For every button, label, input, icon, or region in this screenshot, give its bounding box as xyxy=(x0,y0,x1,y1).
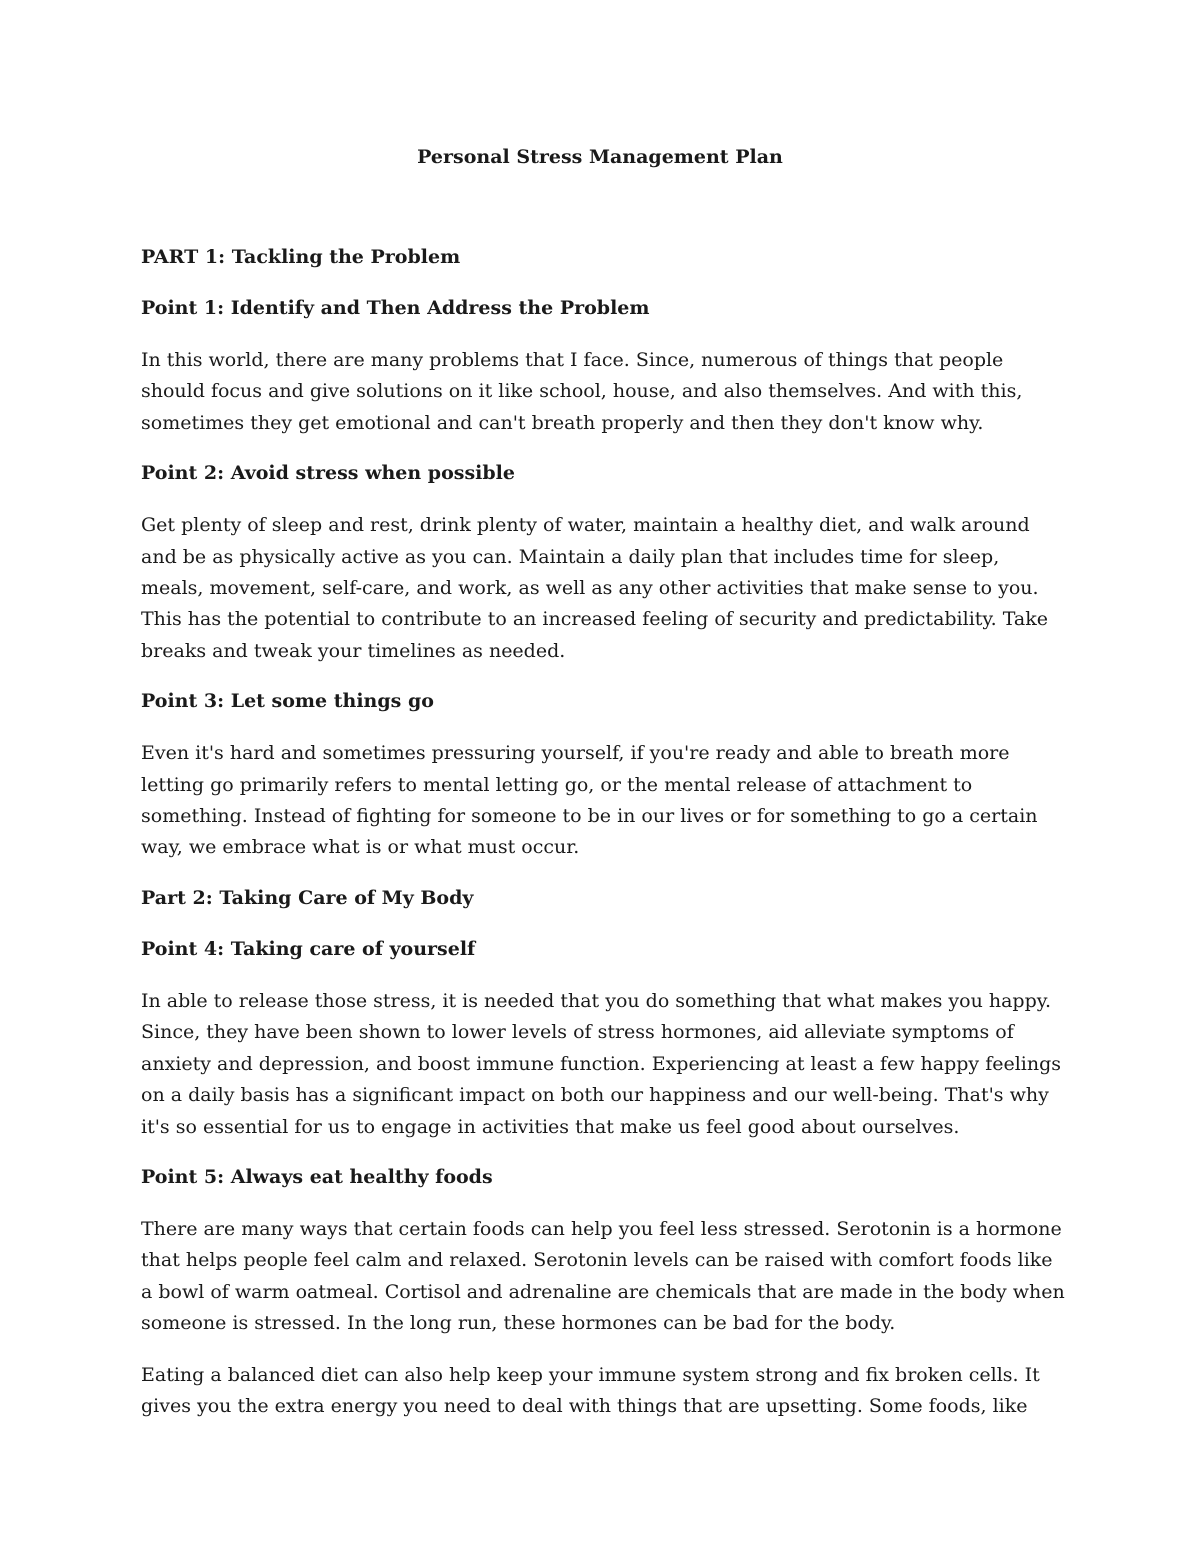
point2-paragraph: Get plenty of sleep and rest, drink plenty of water, maintain a healthy diet, and walk around and be as physically active as you can. Maintain a daily plan that includes time for sleep, meals, movement, self-care, and work, as well as any other activities that make sense to you. This has the potential to contribute to an increased feeling of security and predictability. Take breaks and tweak your timelines as needed. xyxy=(141,514,1048,662)
point5-paragraph-continued: Eating a balanced diet can also help keep your immune system strong and fix broken cells. It gives you the extra energy you need to deal with things that are upsetting. Some foods, like xyxy=(141,1363,1040,1417)
point5-heading: Point 5: Always eat healthy foods xyxy=(141,1165,493,1188)
part2-heading: Part 2: Taking Care of My Body xyxy=(141,886,474,909)
point5-paragraph: There are many ways that certain foods can help you feel less stressed. Serotonin is a hormone that helps people feel calm and relaxed. Serotonin levels can be raised with comfort foods like a bowl of warm oatmeal. Cortisol and adrenaline are chemicals that are made in the body when someone is stressed. In the long run, these hormones can be bad for the body. xyxy=(141,1217,1065,1335)
point3-paragraph: Even it's hard and sometimes pressuring yourself, if you're ready and able to breath more letting go primarily refers to mental letting go, or the mental release of attachment to something. Instead of fighting for someone to be in our lives or for something to go a certain way, we embrace what is or what must occur. xyxy=(141,742,1038,859)
document-title: Personal Stress Management Plan xyxy=(417,146,783,168)
point1-paragraph: In this world, there are many problems that I face. Since, numerous of things that people should focus and give solutions on it like school, house, and also themselves. And with this, sometimes they get emotional and can't breath properly and then they don't know why. xyxy=(141,349,1023,434)
point2-heading: Point 2: Avoid stress when possible xyxy=(141,462,515,485)
point3-heading: Point 3: Let some things go xyxy=(141,690,434,713)
point4-heading: Point 4: Taking care of yourself xyxy=(141,937,476,960)
point4-paragraph: In able to release those stress, it is needed that you do something that what makes you happy. Since, they have been shown to lower levels of stress hormones, aid alleviate symptoms of anxiety and depression, and boost immune function. Experiencing at least a few happy feelings on a daily basis has a significant impact on both our happiness and our well-being. That's why it's so essential for us to engage in activities that make us feel good about ourselves. xyxy=(141,989,1062,1138)
document-body xyxy=(141,243,1066,1442)
point1-heading: Point 1: Identify and Then Address the Problem xyxy=(141,297,650,319)
part1-heading: PART 1: Tackling the Problem xyxy=(141,246,461,268)
